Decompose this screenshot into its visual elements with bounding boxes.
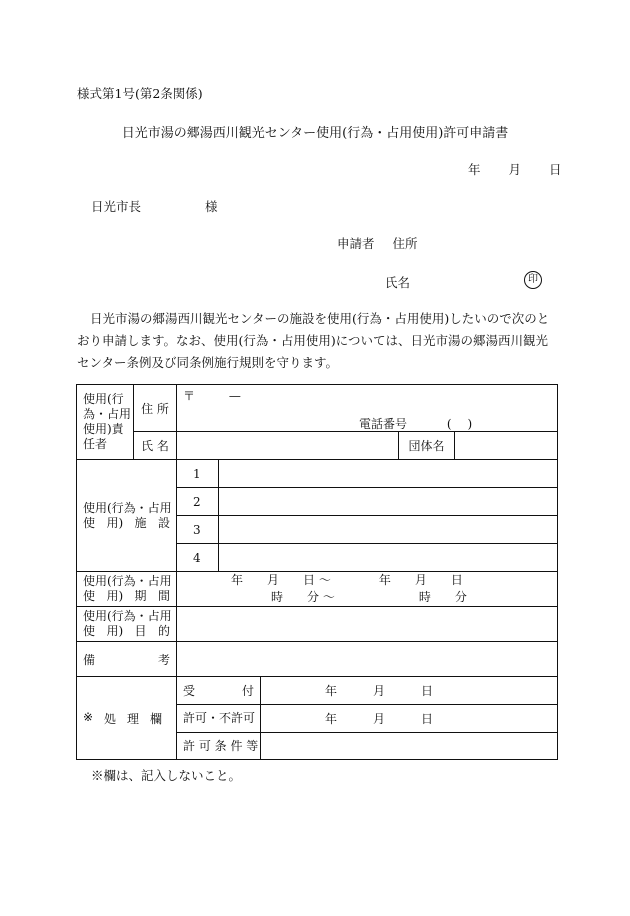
facility-label-char-4: 設 xyxy=(157,515,170,530)
facility-label-line2 xyxy=(83,516,176,531)
period-label-char-1: 使 xyxy=(83,589,96,603)
purpose-label-char-1: 使 xyxy=(83,624,96,638)
purpose-label-char-2: 用) xyxy=(106,624,124,638)
applicant-address-label: 住所 xyxy=(392,236,418,251)
processing-label-char-2: 処 xyxy=(104,711,117,726)
application-statement: 日光市湯の郷湯西川観光センターの施設を使用(行為・占用使用)したいので次のとおり申請します。なお、使用(行為・占用使用)については、日光市湯の郷湯西川観光センター条例及び同条例施行規則を守ります。 xyxy=(77,311,550,370)
remarks-label-char-1: 備 xyxy=(83,652,96,667)
period-label xyxy=(77,572,177,607)
date-year-label: 年 xyxy=(468,162,481,177)
postal-mark-icon: 〒 xyxy=(183,389,196,403)
remarks-label-text xyxy=(77,651,176,668)
period-label-line1: 使用(行為・占用 xyxy=(83,574,172,588)
name-label-cell: 氏 名 xyxy=(134,432,177,460)
period-times: 時 分 〜 時 分 xyxy=(271,590,467,604)
postal-code xyxy=(183,387,241,404)
footer-note: ※欄は、記入しないこと。 xyxy=(91,768,242,783)
facility-number-3: 3 xyxy=(177,516,219,544)
processing-label-text xyxy=(77,710,176,727)
purpose-label xyxy=(77,607,177,642)
phone-label: 電話番号 xyxy=(359,417,408,431)
facility-label-char-3: 施 xyxy=(134,515,147,530)
remarks-label xyxy=(77,642,177,677)
applicant-name-label: 氏名 xyxy=(385,275,411,290)
purpose-label-line2 xyxy=(83,624,176,639)
period-label-char-4: 間 xyxy=(157,589,170,603)
remarks-input-cell[interactable] xyxy=(177,642,558,677)
purpose-row xyxy=(77,607,558,642)
purpose-label-char-4: 的 xyxy=(157,624,170,638)
phone-parentheses: ( ) xyxy=(446,417,475,431)
period-dates: 年 月 日 〜 年 月 日 xyxy=(231,573,463,587)
responsible-label-line3: 使用)責 xyxy=(83,422,124,436)
form-number: 様式第1号(第2条関係) xyxy=(77,86,203,101)
period-label-line2 xyxy=(83,589,176,604)
address-label-cell: 住 所 xyxy=(134,385,177,432)
addressee-suffix: 様 xyxy=(205,199,218,214)
responsible-person-label xyxy=(77,385,134,460)
processing-label-char-1: ※ xyxy=(83,709,94,724)
responsible-label-line1: 使用(行 xyxy=(83,392,124,406)
addressee-name: 日光市長 xyxy=(91,199,142,214)
phone-number xyxy=(359,415,474,432)
address-input-cell[interactable] xyxy=(177,385,558,432)
responsible-name-row xyxy=(77,432,558,460)
processing-section-label xyxy=(77,677,177,760)
facility-number-2: 2 xyxy=(177,488,219,516)
received-label xyxy=(177,677,261,705)
period-row xyxy=(77,572,558,607)
facility-label xyxy=(77,460,177,572)
group-name-label-cell: 団体名 xyxy=(399,432,455,460)
approval-date-cell: 年 月 日 xyxy=(261,705,558,733)
facility-row-1 xyxy=(77,460,558,488)
name-input-cell[interactable] xyxy=(177,432,399,460)
received-label-char-2: 付 xyxy=(241,684,254,698)
responsible-label-line2: 為・占用 xyxy=(83,407,132,421)
purpose-label-line1: 使用(行為・占用 xyxy=(83,609,172,623)
remarks-row xyxy=(77,642,558,677)
group-name-input-cell[interactable] xyxy=(455,432,558,460)
received-date-cell: 年 月 日 xyxy=(261,677,558,705)
facility-input-3[interactable] xyxy=(219,516,558,544)
facility-label-char-1: 使 xyxy=(83,515,96,530)
facility-input-1[interactable] xyxy=(219,460,558,488)
postal-dash: — xyxy=(228,389,241,403)
received-label-text xyxy=(177,682,260,699)
purpose-label-char-3: 目 xyxy=(134,624,147,638)
processing-received-row xyxy=(77,677,558,705)
application-date xyxy=(468,160,562,178)
received-label-char-1: 受 xyxy=(183,684,196,698)
period-input-cell[interactable] xyxy=(177,572,558,607)
approval-label: 許可・不許可 xyxy=(177,705,261,733)
period-label-char-3: 期 xyxy=(134,589,147,603)
responsible-label-line4: 任者 xyxy=(83,437,108,451)
processing-label-char-3: 理 xyxy=(126,711,139,726)
facility-number-1: 1 xyxy=(177,460,219,488)
facility-input-2[interactable] xyxy=(219,488,558,516)
document-title: 日光市湯の郷湯西川観光センター使用(行為・占用使用)許可申請書 xyxy=(121,126,509,141)
period-label-char-2: 用) xyxy=(106,589,124,603)
applicant-label: 申請者 xyxy=(337,236,375,251)
processing-label-char-4: 欄 xyxy=(149,711,162,726)
date-month-label: 月 xyxy=(508,162,522,177)
remarks-label-char-2: 考 xyxy=(157,652,170,667)
facility-input-4[interactable] xyxy=(219,544,558,572)
facility-label-line1: 使用(行為・占用 xyxy=(83,500,172,515)
conditions-cell xyxy=(261,733,558,760)
purpose-input-cell[interactable] xyxy=(177,607,558,642)
seal-mark-icon: 印 xyxy=(524,271,542,289)
responsible-address-row xyxy=(77,385,558,432)
facility-label-char-2: 用) xyxy=(106,515,124,530)
addressee xyxy=(91,197,218,215)
date-day-label: 日 xyxy=(549,162,562,177)
facility-number-4: 4 xyxy=(177,544,219,572)
application-form-table xyxy=(76,384,558,760)
applicant-address-line xyxy=(337,234,418,252)
conditions-label: 許 可 条 件 等 xyxy=(177,733,261,760)
